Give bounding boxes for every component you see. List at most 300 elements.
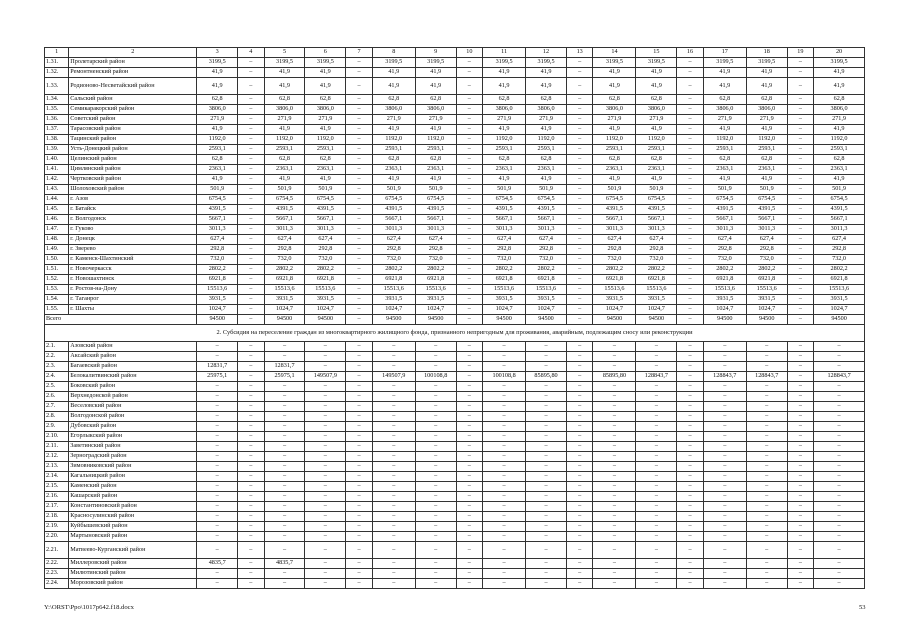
value-cell: 4391,5 [703,205,746,215]
table-row [45,352,865,362]
row-number: 1.49. [45,245,69,255]
value-cell: 15513,6 [526,285,567,295]
value-cell: – [346,115,372,125]
value-cell: 15513,6 [814,285,865,295]
value-cell: 5667,1 [197,215,238,225]
row-number: 1.40. [45,155,69,165]
value-cell: – [703,492,746,502]
value-cell: – [264,352,305,362]
total-cell: 94500 [372,315,415,325]
value-cell: – [593,522,636,532]
value-cell: 292,8 [372,245,415,255]
value-cell: 41,9 [372,175,415,185]
value-cell: – [305,422,346,432]
value-cell: – [415,512,456,522]
value-cell: – [456,185,482,195]
value-cell: 2363,1 [372,165,415,175]
value-cell: – [238,412,264,422]
district-name: Боковский район [69,382,197,392]
value-cell: 271,9 [197,115,238,125]
value-cell: – [415,382,456,392]
value-cell: – [814,579,865,589]
value-cell: – [787,78,813,95]
district-name: Егорлыкский район [69,432,197,442]
value-cell: 41,9 [415,68,456,78]
value-cell: – [197,569,238,579]
value-cell: – [456,255,482,265]
value-cell: 3199,5 [197,58,238,68]
value-cell: – [197,542,238,559]
value-cell: – [238,215,264,225]
table-row [45,245,865,255]
value-cell: 41,9 [746,175,787,185]
value-cell: 41,9 [264,78,305,95]
value-cell: 1192,0 [415,135,456,145]
value-cell: – [305,472,346,482]
row-number: 2.16. [45,492,69,502]
value-cell: – [238,462,264,472]
value-cell: – [197,402,238,412]
value-cell: 2363,1 [593,165,636,175]
value-cell: – [238,542,264,559]
value-cell: 1192,0 [703,135,746,145]
value-cell: – [787,265,813,275]
value-cell: – [526,462,567,472]
value-cell: 6921,8 [305,275,346,285]
value-cell: – [456,125,482,135]
value-cell: 3806,0 [814,105,865,115]
value-cell: – [566,155,592,165]
value-cell: – [238,255,264,265]
value-cell: – [677,155,703,165]
value-cell: – [593,559,636,569]
value-cell: 3931,5 [197,295,238,305]
value-cell: – [346,452,372,462]
row-number: 1.31. [45,58,69,68]
value-cell: – [746,502,787,512]
value-cell: – [238,512,264,522]
value-cell: 85895,80 [526,372,567,382]
value-cell: 292,8 [746,245,787,255]
value-cell: 732,0 [746,255,787,265]
value-cell: 15513,6 [703,285,746,295]
value-cell: 4391,5 [305,205,346,215]
value-cell: – [238,392,264,402]
value-cell: 2363,1 [264,165,305,175]
row-number: 1.46. [45,215,69,225]
district-name: г. Новочеркасск [69,265,197,275]
district-name: Белокалитвинский район [69,372,197,382]
value-cell: 4835,7 [264,559,305,569]
value-cell: – [238,235,264,245]
value-cell: – [677,482,703,492]
value-cell: – [264,492,305,502]
value-cell: 5667,1 [746,215,787,225]
value-cell: – [305,502,346,512]
value-cell: – [677,382,703,392]
value-cell: – [636,462,677,472]
value-cell: – [526,432,567,442]
value-cell: – [746,432,787,442]
value-cell: 41,9 [415,78,456,95]
value-cell: 62,8 [636,155,677,165]
value-cell: – [677,502,703,512]
value-cell: 2593,1 [415,145,456,155]
value-cell: – [746,402,787,412]
district-name: Зерноградский район [69,452,197,462]
value-cell: 2593,1 [197,145,238,155]
value-cell: 6754,5 [483,195,526,205]
value-cell: – [238,342,264,352]
value-cell: – [677,78,703,95]
value-cell: 3199,5 [415,58,456,68]
value-cell: – [456,235,482,245]
value-cell: – [566,185,592,195]
value-cell: – [566,569,592,579]
value-cell: – [787,512,813,522]
value-cell: 501,9 [703,185,746,195]
row-number: 2.11. [45,442,69,452]
value-cell: – [346,275,372,285]
value-cell: – [372,392,415,402]
value-cell: – [677,362,703,372]
value-cell: – [238,135,264,145]
district-name: г. Волгодонск [69,215,197,225]
value-cell: – [483,542,526,559]
value-cell: – [238,165,264,175]
value-cell: – [566,125,592,135]
value-cell: 41,9 [593,68,636,78]
value-cell: – [787,532,813,542]
table-row [45,422,865,432]
value-cell: 62,8 [526,155,567,165]
value-cell: – [677,135,703,145]
total-cell: 94500 [483,315,526,325]
value-cell: – [456,78,482,95]
value-cell: – [346,579,372,589]
district-name: Усть-Донецкий район [69,145,197,155]
value-cell: – [526,382,567,392]
value-cell: – [814,492,865,502]
column-number: 9 [415,48,456,58]
value-cell: 62,8 [703,95,746,105]
value-cell: 62,8 [197,95,238,105]
value-cell: 3931,5 [814,295,865,305]
value-cell: – [415,362,456,372]
value-cell: – [566,68,592,78]
value-cell: – [746,422,787,432]
value-cell: – [456,155,482,165]
value-cell: – [566,542,592,559]
value-cell: 2363,1 [415,165,456,175]
column-number: 18 [746,48,787,58]
table-row [45,512,865,522]
district-name: Тарасовский район [69,125,197,135]
value-cell: – [566,255,592,265]
table-row [45,145,865,155]
value-cell: – [264,432,305,442]
value-cell: – [456,195,482,205]
table-row [45,185,865,195]
table-row [45,215,865,225]
value-cell: 41,9 [526,78,567,95]
table-row [45,482,865,492]
value-cell: – [305,432,346,442]
value-cell: 501,9 [415,185,456,195]
value-cell: – [238,275,264,285]
value-cell: 1024,7 [526,305,567,315]
value-cell: 6754,5 [703,195,746,205]
value-cell: – [346,105,372,115]
value-cell: – [238,522,264,532]
value-cell: – [677,185,703,195]
table-row [45,342,865,352]
value-cell: 41,9 [636,68,677,78]
value-cell: 3806,0 [483,105,526,115]
value-cell: 6921,8 [746,275,787,285]
value-cell: – [566,275,592,285]
value-cell: – [566,58,592,68]
value-cell: – [787,185,813,195]
value-cell: – [372,492,415,502]
value-cell: – [593,579,636,589]
value-cell: – [814,432,865,442]
value-cell: – [346,145,372,155]
value-cell: 128843,7 [636,372,677,382]
district-name: Багаевский район [69,362,197,372]
row-number: 1.48. [45,235,69,245]
column-number: 5 [264,48,305,58]
value-cell: 271,9 [305,115,346,125]
value-cell: 3199,5 [483,58,526,68]
value-cell: 41,9 [372,68,415,78]
value-cell: – [636,522,677,532]
row-number: 2.4. [45,372,69,382]
value-cell: – [372,422,415,432]
column-number: 20 [814,48,865,58]
value-cell: – [197,462,238,472]
value-cell: 2802,2 [372,265,415,275]
district-name: Цимлянский район [69,165,197,175]
value-cell: – [415,342,456,352]
value-cell: 732,0 [593,255,636,265]
row-number: 1.45. [45,205,69,215]
table-row [45,559,865,569]
value-cell: – [787,472,813,482]
value-cell: – [636,482,677,492]
column-number: 2 [69,48,197,58]
value-cell: – [238,115,264,125]
value-cell: – [456,115,482,125]
district-name: Ремонтненский район [69,68,197,78]
row-number: 1.42. [45,175,69,185]
value-cell: – [238,145,264,155]
value-cell: – [372,579,415,589]
value-cell: – [456,559,482,569]
value-cell: 62,8 [305,95,346,105]
table-row [45,532,865,542]
value-cell: – [346,175,372,185]
value-cell: – [636,559,677,569]
value-cell: – [197,522,238,532]
value-cell: 3011,3 [483,225,526,235]
value-cell: – [456,105,482,115]
value-cell: 6754,5 [372,195,415,205]
value-cell: – [346,352,372,362]
value-cell: – [197,502,238,512]
total-cell: – [787,315,813,325]
value-cell: – [264,412,305,422]
value-cell: – [703,342,746,352]
value-cell: 2802,2 [483,265,526,275]
value-cell: – [787,115,813,125]
value-cell: – [456,472,482,482]
value-cell: – [593,452,636,462]
value-cell: – [593,502,636,512]
value-cell: 292,8 [264,245,305,255]
value-cell: 41,9 [483,175,526,185]
value-cell: – [814,532,865,542]
value-cell: – [677,559,703,569]
table-row [45,392,865,402]
value-cell: – [415,462,456,472]
value-cell: 1192,0 [483,135,526,145]
value-cell: – [746,452,787,462]
value-cell: – [677,392,703,402]
value-cell: 6754,5 [814,195,865,205]
section-2-title: 2. Субсидия на переселение граждан из многоквартирного жилищного фонда, признанного непригодным для проживания, аварийным, подлежащим сносу или реконструкции [45,325,865,342]
value-cell: – [787,68,813,78]
value-cell: 3199,5 [746,58,787,68]
value-cell: 41,9 [372,78,415,95]
value-cell: – [238,569,264,579]
value-cell: – [346,195,372,205]
value-cell: – [677,165,703,175]
value-cell: 732,0 [526,255,567,265]
value-cell: 62,8 [197,155,238,165]
value-cell: 627,4 [264,235,305,245]
row-number: 1.54. [45,295,69,305]
value-cell: 6754,5 [746,195,787,205]
value-cell: 501,9 [746,185,787,195]
value-cell: – [456,265,482,275]
value-cell: – [636,502,677,512]
value-cell: 3931,5 [305,295,346,305]
value-cell: – [677,245,703,255]
total-cell: 94500 [264,315,305,325]
value-cell: – [787,412,813,422]
value-cell: – [238,492,264,502]
value-cell: – [456,569,482,579]
value-cell: – [483,342,526,352]
value-cell: 271,9 [264,115,305,125]
value-cell: – [456,492,482,502]
district-name: Константиновский район [69,502,197,512]
district-name: г. Донецк [69,235,197,245]
value-cell: 732,0 [415,255,456,265]
value-cell: 1024,7 [372,305,415,315]
value-cell: 2593,1 [483,145,526,155]
value-cell: – [197,492,238,502]
value-cell: 627,4 [415,235,456,245]
value-cell: – [703,579,746,589]
value-cell: 501,9 [197,185,238,195]
value-cell: – [264,542,305,559]
value-cell: – [372,522,415,532]
value-cell: 5667,1 [703,215,746,225]
value-cell: – [456,165,482,175]
value-cell: – [346,392,372,402]
value-cell: – [746,522,787,532]
value-cell: – [677,58,703,68]
value-cell: – [787,502,813,512]
value-cell: – [677,255,703,265]
value-cell: – [677,432,703,442]
value-cell: 627,4 [526,235,567,245]
value-cell: – [677,265,703,275]
district-name: Родионово-Несветайский район [69,78,197,95]
total-cell: 94500 [814,315,865,325]
row-number: 1.38. [45,135,69,145]
table-row [45,412,865,422]
value-cell: 2802,2 [703,265,746,275]
value-cell: – [238,58,264,68]
value-cell: – [677,512,703,522]
value-cell: – [677,175,703,185]
value-cell: – [677,462,703,472]
value-cell: – [814,512,865,522]
value-cell: – [787,542,813,559]
value-cell: 2593,1 [526,145,567,155]
value-cell: – [787,452,813,462]
value-cell: – [814,482,865,492]
value-cell: – [703,442,746,452]
value-cell: 62,8 [264,155,305,165]
value-cell: – [746,569,787,579]
value-cell: – [787,305,813,315]
value-cell: 292,8 [197,245,238,255]
district-name: Морозовский район [69,579,197,589]
value-cell: – [456,372,482,382]
value-cell: 1024,7 [814,305,865,315]
value-cell: – [456,275,482,285]
value-cell: 3011,3 [264,225,305,235]
value-cell: – [787,285,813,295]
table-row [45,105,865,115]
value-cell: – [703,542,746,559]
value-cell: – [526,579,567,589]
value-cell: – [677,372,703,382]
value-cell: – [677,522,703,532]
value-cell: – [238,532,264,542]
value-cell: 25975,1 [197,372,238,382]
value-cell: 1024,7 [197,305,238,315]
value-cell: – [456,362,482,372]
value-cell: 6754,5 [264,195,305,205]
value-cell: – [526,512,567,522]
value-cell: – [526,472,567,482]
value-cell: – [372,532,415,542]
row-number: 2.5. [45,382,69,392]
value-cell: – [526,392,567,402]
value-cell: – [456,382,482,392]
table-row [45,235,865,245]
value-cell: – [346,442,372,452]
value-cell: – [677,472,703,482]
value-cell: – [264,402,305,412]
value-cell: – [703,502,746,512]
value-cell: – [305,532,346,542]
